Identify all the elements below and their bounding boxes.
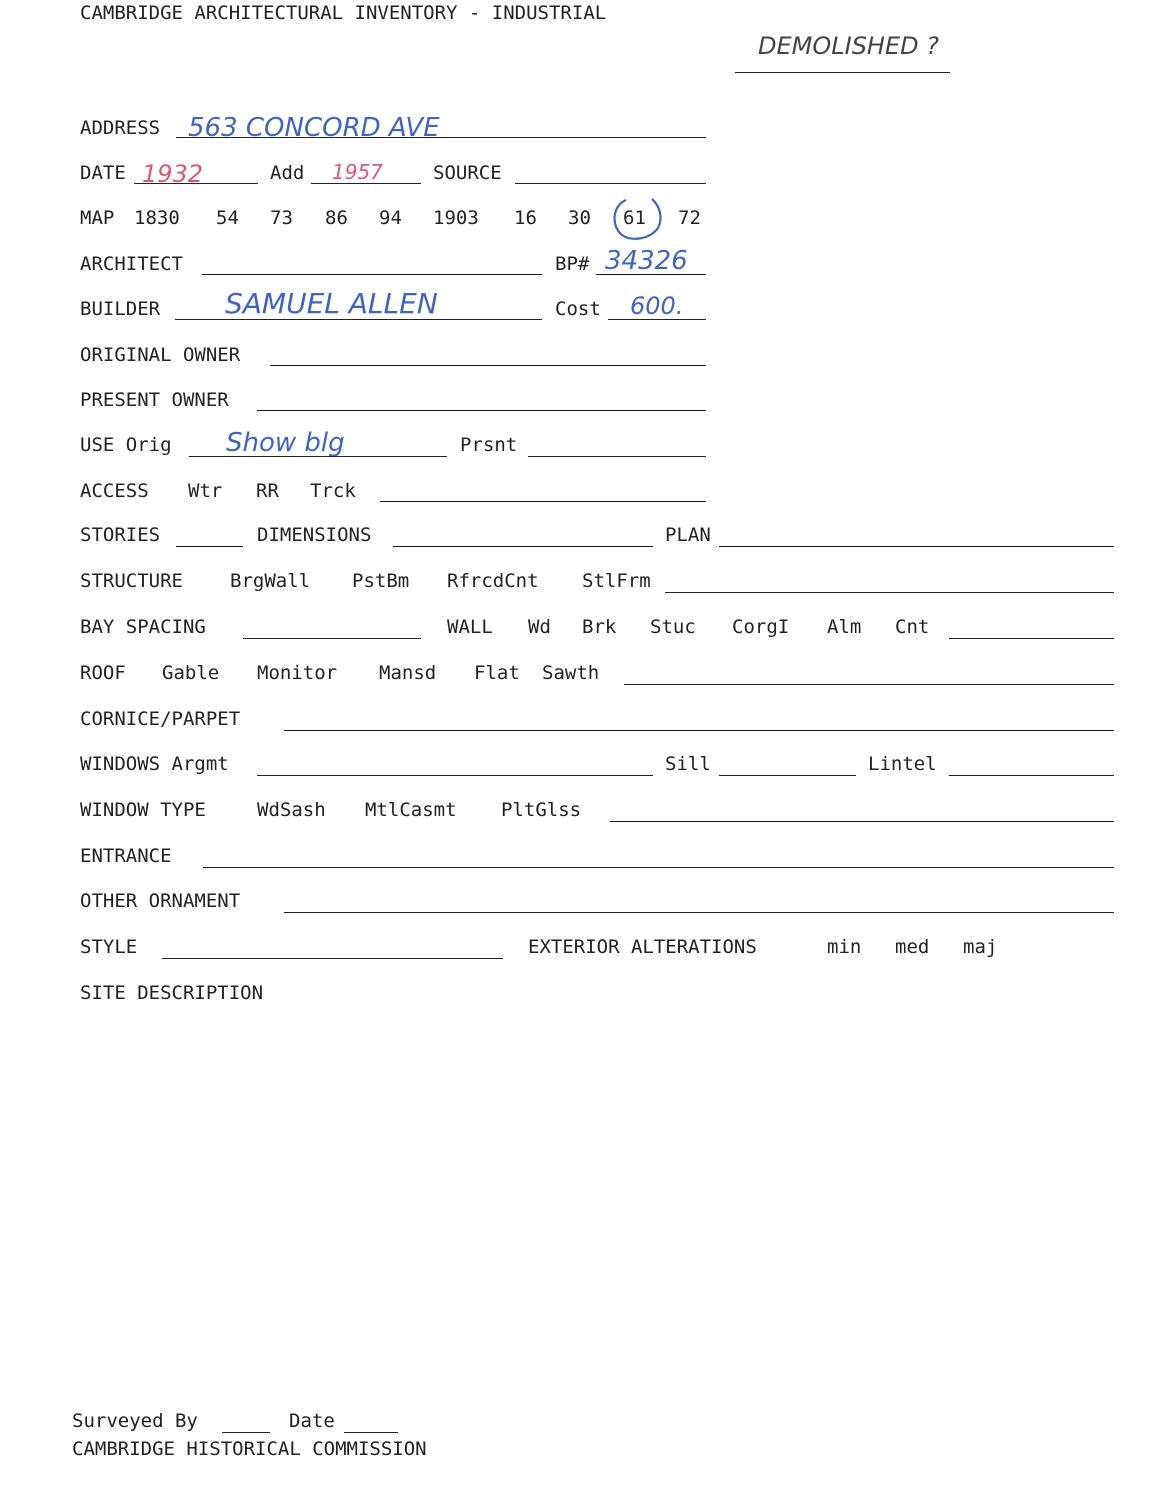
access-line <box>380 501 706 502</box>
commission-name: CAMBRIDGE HISTORICAL COMMISSION <box>72 1438 427 1460</box>
window-type-line <box>610 821 1114 822</box>
ext-alt-min: min <box>827 936 862 958</box>
roof-label: ROOF <box>80 662 126 684</box>
map-year-16: 16 <box>514 207 537 229</box>
access-label: ACCESS <box>80 480 149 502</box>
prsnt-label: Prsnt <box>460 434 518 456</box>
wall-wd: Wd <box>528 616 551 638</box>
bp-line <box>596 274 706 275</box>
map-year-94: 94 <box>379 207 402 229</box>
builder-line <box>175 319 542 320</box>
site-description-label: SITE DESCRIPTION <box>80 982 264 1004</box>
window-type-pltglss: PltGlss <box>501 799 582 821</box>
cost-label: Cost <box>555 298 601 320</box>
wall-line <box>949 638 1114 639</box>
window-type-label: WINDOW TYPE <box>80 799 206 821</box>
footer-date-line <box>344 1432 398 1433</box>
stories-label: STORIES <box>80 524 161 546</box>
ext-alt-maj: maj <box>963 936 998 958</box>
sill-label: Sill <box>665 753 711 775</box>
address-line <box>176 137 706 138</box>
source-line <box>515 183 706 184</box>
prsnt-line <box>528 456 706 457</box>
structure-stlfrm: StlFrm <box>582 570 651 592</box>
wall-brk: Brk <box>582 616 617 638</box>
plan-label: PLAN <box>665 524 711 546</box>
entrance-line <box>203 867 1114 868</box>
dimensions-line <box>393 546 653 547</box>
other-ornament-line <box>284 912 1114 913</box>
builder-value[interactable]: SAMUEL ALLEN <box>225 287 438 320</box>
demolished-note: DEMOLISHED ? <box>758 32 939 60</box>
address-value[interactable]: 563 CONCORD AVE <box>188 113 440 143</box>
map-year-54: 54 <box>216 207 239 229</box>
windows-argmt-label: WINDOWS Argmt <box>80 753 229 775</box>
map-label: MAP <box>80 207 115 229</box>
lintel-label: Lintel <box>868 753 937 775</box>
roof-mansd: Mansd <box>379 662 437 684</box>
add-value[interactable]: 1957 <box>332 160 383 184</box>
windows-argmt-line <box>257 775 653 776</box>
map-year-1903: 1903 <box>433 207 479 229</box>
note-underline <box>735 72 950 73</box>
present-owner-label: PRESENT OWNER <box>80 389 229 411</box>
window-type-mtlcasmt: MtlCasmt <box>365 799 457 821</box>
architect-line <box>202 274 542 275</box>
date-label: DATE <box>80 162 126 184</box>
use-orig-line <box>189 456 447 457</box>
wall-alm: Alm <box>827 616 862 638</box>
cost-line <box>608 319 706 320</box>
original-owner-label: ORIGINAL OWNER <box>80 344 241 366</box>
map-year-1830: 1830 <box>134 207 180 229</box>
map-year-73: 73 <box>270 207 293 229</box>
entrance-label: ENTRANCE <box>80 845 172 867</box>
bp-value[interactable]: 34326 <box>605 246 688 276</box>
map-year-61: 61 <box>623 207 646 229</box>
date-value[interactable]: 1932 <box>142 160 204 188</box>
cornice-line <box>284 730 1114 731</box>
roof-gable: Gable <box>162 662 220 684</box>
date-line <box>134 183 258 184</box>
other-ornament-label: OTHER ORNAMENT <box>80 890 241 912</box>
wall-label: WALL <box>447 616 493 638</box>
bay-spacing-line <box>243 638 421 639</box>
structure-label: STRUCTURE <box>80 570 183 592</box>
structure-pstbm: PstBm <box>352 570 410 592</box>
structure-rfrcdcnt: RfrcdCnt <box>447 570 539 592</box>
use-orig-value[interactable]: Show blg <box>226 428 345 458</box>
structure-line <box>665 592 1114 593</box>
style-label: STYLE <box>80 936 138 958</box>
access-wtr: Wtr <box>188 480 223 502</box>
map-year-72: 72 <box>678 207 701 229</box>
cost-value[interactable]: 600. <box>630 292 684 320</box>
roof-monitor: Monitor <box>257 662 338 684</box>
builder-label: BUILDER <box>80 298 161 320</box>
present-owner-line <box>257 410 706 411</box>
source-label: SOURCE <box>433 162 502 184</box>
map-circle-mark <box>608 196 666 242</box>
roof-line <box>624 684 1114 685</box>
bp-label: BP# <box>555 253 590 275</box>
original-owner-line <box>270 365 706 366</box>
use-orig-label: USE Orig <box>80 434 172 456</box>
wall-stuc: Stuc <box>650 616 696 638</box>
address-label: ADDRESS <box>80 117 161 139</box>
structure-brgwall: BrgWall <box>230 570 311 592</box>
window-type-wdsash: WdSash <box>257 799 326 821</box>
lintel-line <box>949 775 1114 776</box>
wall-corgi: CorgI <box>732 616 790 638</box>
exterior-alterations-label: EXTERIOR ALTERATIONS <box>528 936 757 958</box>
architect-label: ARCHITECT <box>80 253 183 275</box>
add-label: Add <box>270 162 305 184</box>
ext-alt-med: med <box>895 936 930 958</box>
map-year-30: 30 <box>568 207 591 229</box>
stories-line <box>176 546 243 547</box>
add-line <box>311 183 421 184</box>
dimensions-label: DIMENSIONS <box>257 524 372 546</box>
access-rr: RR <box>256 480 279 502</box>
roof-flat: Flat <box>474 662 520 684</box>
wall-cnt: Cnt <box>895 616 930 638</box>
map-year-86: 86 <box>325 207 348 229</box>
access-trck: Trck <box>310 480 356 502</box>
cornice-label: CORNICE/PARPET <box>80 708 241 730</box>
surveyed-by-line <box>222 1432 270 1433</box>
sill-line <box>719 775 856 776</box>
roof-sawth: Sawth <box>542 662 600 684</box>
plan-line <box>719 546 1114 547</box>
style-line <box>162 958 503 959</box>
form-title: CAMBRIDGE ARCHITECTURAL INVENTORY - INDUSTRIAL <box>80 2 607 24</box>
bay-spacing-label: BAY SPACING <box>80 616 206 638</box>
footer-date-label: Date <box>289 1410 335 1432</box>
surveyed-by-label: Surveyed By <box>72 1410 198 1432</box>
